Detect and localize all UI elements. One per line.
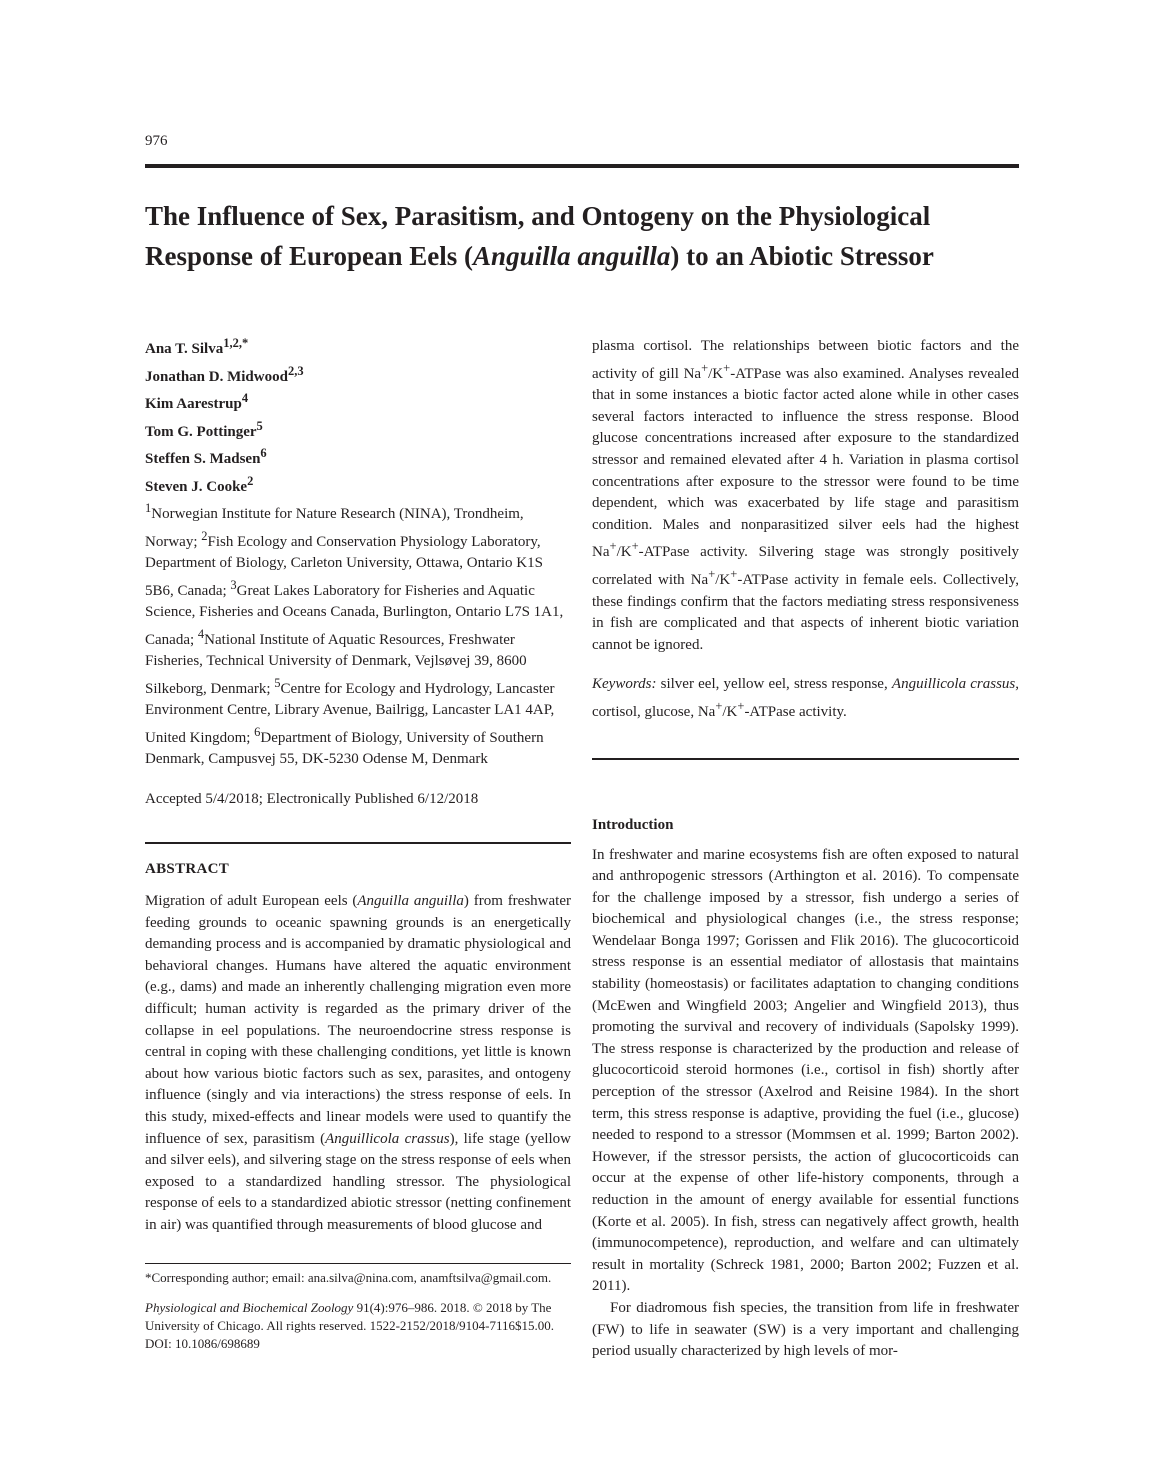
title-line-2-pre: Response of European Eels (: [145, 241, 474, 271]
author: Kim Aarestrup$^4$: [145, 391, 249, 412]
introduction-paragraph-2: For diadromous fish species, the transition from life in freshwater (FW) to life in seawater (SW) is a very important and challenging period usually characterized by high levels of mor-: [592, 1299, 1019, 1360]
introduction-heading: Introduction: [592, 816, 674, 833]
author: Steven J. Cooke$^2$: [145, 473, 254, 495]
title-species-italic: Anguilla anguilla: [473, 241, 671, 271]
section-rule: [592, 758, 1019, 760]
author: Jonathan D. Midwood$^{2,3}$: [145, 363, 304, 385]
abstract-text: Migration of adult European eels (Anguilla anguilla) from freshwater feeding grounds to oceanic spawning grounds is an energetically demanding process and is accompanied by dramatic physiological and behavioral changes. Humans have altered the aquatic environment (e.g., dams) and made an inherently challenging migration even more difficult; human activity is regarded as the primary driver of the collapse in eel populations. The neuroendocrine stress response is central in coping with these challenging conditions, yet little is known about how various biotic factors such as sex, parasites, and ontogeny influence (singly and via interactions) the stress response of eels. In this study, mixed-effects and linear models were used to quantify the influence of sex, parasitism (Anguillicola crassus), life stage (yellow and silver eels), and silvering stage on the stress response of eels when exposed to a standardized handling stressor. The physiological response of eels to a standardized abiotic stressor (netting confinement in air) was quantified through measurements of blood glucose and: [145, 893, 571, 1233]
top-rule: [145, 164, 1019, 168]
abstract-heading: ABSTRACT: [145, 861, 230, 877]
page-number: 976: [145, 133, 168, 149]
title-line-2-post: ) to an Abiotic Stressor: [670, 241, 934, 271]
author: Steffen S. Madsen$^6$: [145, 446, 267, 467]
publication-dates: Accepted 5/4/2018; Electronically Published 6/12/2018: [145, 790, 479, 807]
left-column: [145, 333, 571, 1353]
author: Tom G. Pottinger$^5$: [145, 418, 263, 440]
journal-citation: Physiological and Biochemical Zoology 91(4):976–986. 2018. © 2018 by The University of Chicago. All rights reserved. 1522-2152/2018/9104-7116$15.00. DOI: 10.1086/698689: [145, 1299, 554, 1351]
corresponding-author-footnote: *Corresponding author; email: ana.silva@nina.com, anamftsilva@gmail.com.: [145, 1269, 552, 1285]
author: Ana T. Silva$^{1,2,*}$: [145, 336, 249, 357]
introduction-paragraph-1: In freshwater and marine ecosystems fish are often exposed to natural and anthropogenic stressors (Arthington et al. 2016). To compensate for the challenge imposed by a stressor, fish undergo a series of biochemical and physiological changes (i.e., the stress response; Wendelaar Bonga 1997; Gorissen and Flik 2016). The glucocorticoid stress response is an essential mediator of allostasis that maintains stability (homeostasis) or facilitates adaptation to changing conditions (McEwen and Wingfield 2003; Angelier and Wingfield 2013), thus promoting the survival and recovery of individuals (Sapolsky 1999). The stress response is characterized by the production and release of glucocorticoid steroid hormones (i.e., cortisol in fish) shortly after perception of the stressor (Axelrod and Reisine 1984). In the short term, this stress response is adaptive, providing the fuel (i.e., glucose) needed to respond to a stressor (Mommsen et al. 1999; Barton 2002). However, if the stressor persists, the action of glucocorticoids can occur at the expense of other life-history components, through a reduction in the amount of energy available for essential functions (Korte et al. 2005). In fish, stress can negatively affect growth, health (immunocompetence), reproduction, and welfare and can ultimately result in mortality (Schreck 1981, 2000; Barton 2002; Fuzzen et al. 2011).: [592, 846, 1019, 1295]
keywords: Keywords: silver eel, yellow eel, stress response, Anguillicola crassus, cortisol, glucose, Na+/K+-ATPase activity.: [592, 676, 1020, 720]
author-list: [145, 333, 571, 498]
right-column: [592, 336, 1019, 1363]
footnote-rule: [145, 1263, 571, 1264]
title-line-1: The Influence of Sex, Parasitism, and Ontogeny on the Physiological: [145, 201, 931, 231]
section-rule: [145, 842, 571, 844]
article-title: [145, 196, 1019, 276]
affiliations: $^1$Norwegian Institute for Nature Research (NINA), Trondheim, Norway; $^2$Fish Ecology and Conservation Physiology Laboratory, Department of Biology, Carleton University, Ottawa, Ontario K1S 5B6, Canada; $^3$Great Lakes Laboratory for Fisheries and Aquatic Science, Fisheries and Oceans Canada, Burlington, Ontario L7S 1A1, Canada; $^4$National Institute of Aquatic Resources, Freshwater Fisheries, Technical University of Denmark, Vejlsøvej 39, 8600 Silkeborg, Denmark; $^5$Centre for Ecology and Hydrology, Lancaster Environment Centre, Library Avenue, Bailrigg, Lancaster LA1 4AP, United Kingdom; $^6$Department of Biology, University of Southern Denmark, Campusvej 55, DK-5230 Odense M, Denmark: [145, 501, 564, 767]
abstract-continued: plasma cortisol. The relationships between biotic factors and the activity of gill Na+/K+-ATPase was also examined. Analyses revealed that in some instances a biotic factor acted alone while in other cases several factors interacted to influence the stress response. Blood glucose concentrations increased after exposure to the standardized stressor and remained elevated after 4 h. Variation in plasma cortisol concentrations after exposure to the stressor were found to be time dependent, which was exacerbated by life stage and parasitism condition. Males and nonparasitized silver eels had the highest Na+/K+-ATPase activity. Silvering stage was strongly positively correlated with Na+/K+-ATPase activity in female eels. Collectively, these findings confirm that the factors mediating stress responsiveness in fish are complicated and that aspects of inherent biotic variation cannot be ignored.: [592, 338, 1019, 653]
